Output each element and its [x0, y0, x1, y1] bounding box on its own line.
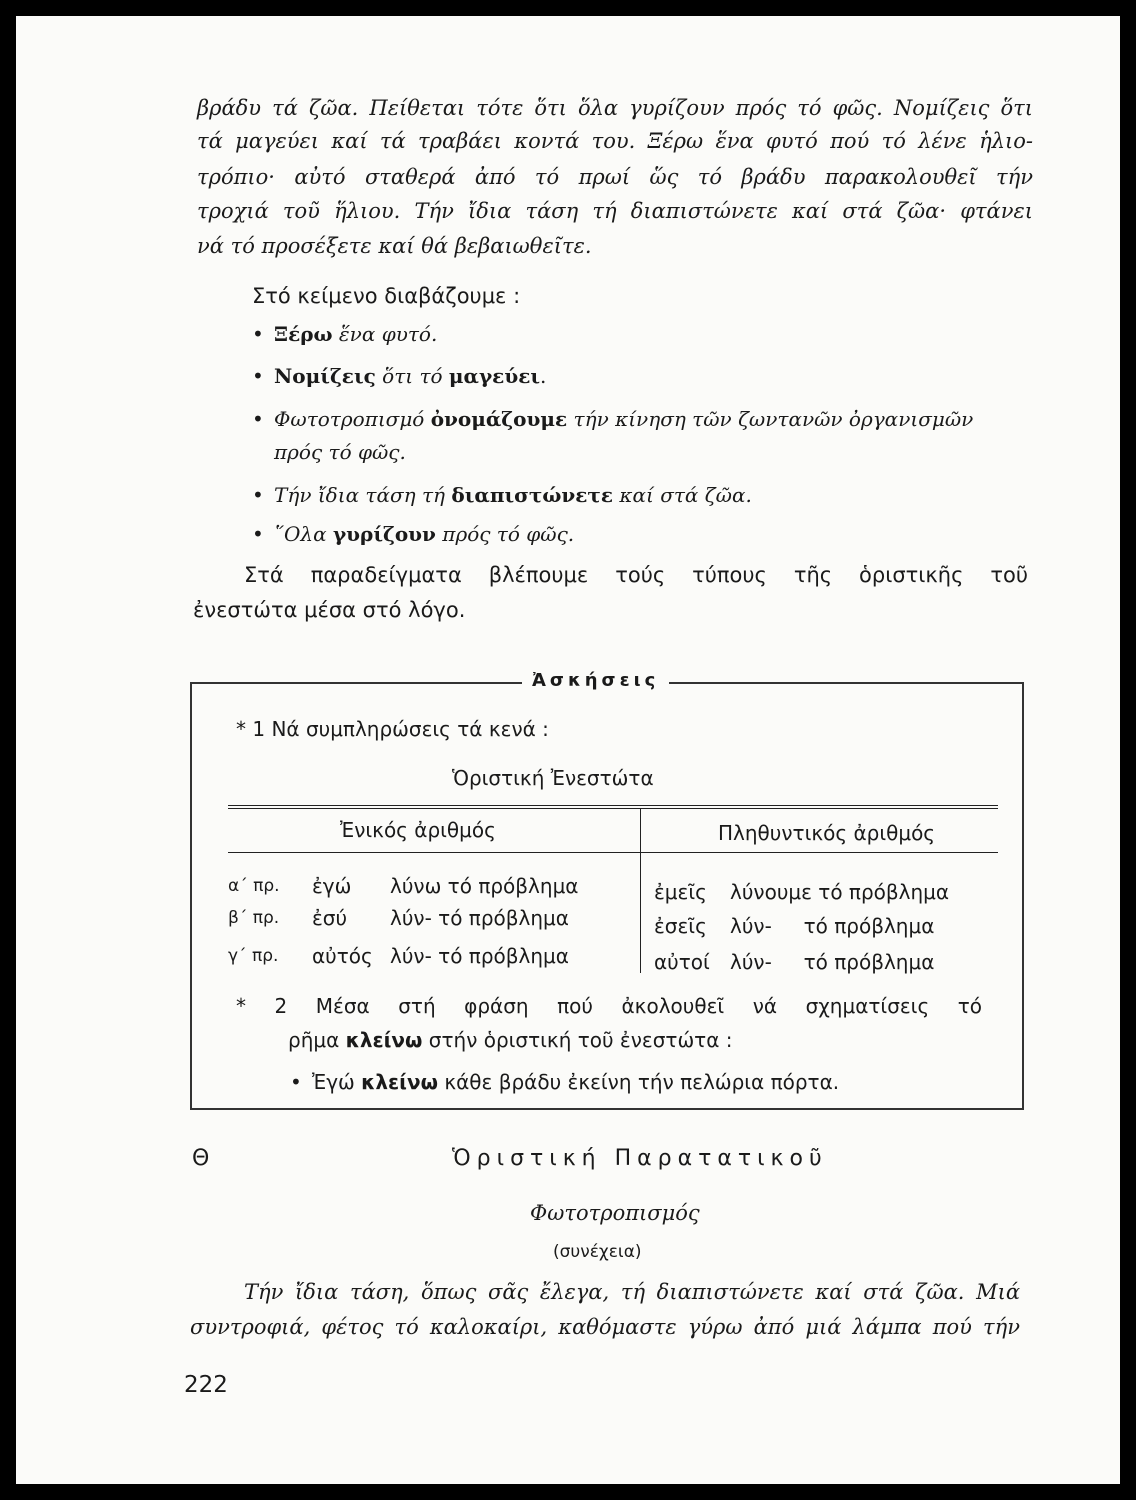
row-2-pronoun-plural: ἐσεῖς	[654, 914, 707, 938]
final-line-2: συντροφιά, φέτος τό καλοκαίρι, καθόμαστε γύρω ἀπό μιά λάμπα πού τήν	[190, 1315, 1020, 1339]
intro-line-3: τρόπιο· αὐτό σταθερά ἀπό τό πρωί ὥς τό βράδυ παρακολουθεῖ τήν	[197, 165, 1033, 189]
example-text-rest: πρός τό φῶς.	[435, 522, 575, 546]
example-end: .	[540, 364, 547, 388]
example-1	[252, 322, 437, 346]
example-text: ὅτι τό	[375, 364, 449, 388]
example-bold: Ξέρω	[274, 322, 333, 346]
bold-verb: κλείνω	[345, 1028, 423, 1052]
text: Ἐγώ	[312, 1070, 362, 1094]
table-title: Ὁριστική Ἐνεστώτα	[452, 766, 654, 790]
exercise-2-prompt-cont	[288, 1028, 733, 1052]
section-note: (συνέχεια)	[553, 1242, 642, 1262]
table-top-rule-2	[228, 808, 998, 809]
row-2-pronoun-singular: ἐσύ	[312, 906, 348, 930]
table-divider	[640, 808, 641, 973]
example-text-rest: τήν κίνηση τῶν ζωντανῶν ὀργανισμῶν	[567, 407, 974, 431]
row-2-person: β΄ πρ.	[228, 908, 280, 928]
example-text: ἕνα φυτό.	[332, 322, 438, 346]
row-3-pronoun-plural: αὐτοί	[654, 950, 710, 974]
row-1-verb-plural: λύνουμε τό πρόβλημα	[730, 880, 950, 904]
section-title: Ὁριστική Παρατατικοῦ	[452, 1146, 828, 1171]
bullet: •	[252, 522, 264, 546]
section-subtitle: Φωτοτροπισμός	[530, 1201, 700, 1225]
example-bold: Νομίζεις	[274, 364, 376, 388]
table-header-rule	[228, 852, 998, 853]
summary-line-1: Στά παραδείγματα βλέπουμε τούς τύπους τῆς ὁριστικῆς τοῦ	[244, 563, 1028, 587]
section-letter: Θ	[192, 1146, 210, 1171]
example-5	[252, 522, 574, 546]
example-text: Φωτοτροπισμό	[274, 407, 431, 431]
col-singular-header: Ἐνικός ἀριθμός	[340, 818, 496, 842]
row-1-person: α΄ πρ.	[228, 876, 280, 896]
intro-line-4: τροχιά τοῦ ἥλιου. Τήν ἴδια τάση τή διαπιστώνετε καί στά ζῶα· φτάνει	[197, 199, 1033, 223]
bullet: •	[252, 407, 264, 431]
example-3-continuation: πρός τό φῶς.	[274, 440, 406, 464]
example-bold-2: μαγεύει	[448, 364, 541, 388]
final-line-1: Τήν ἴδια τάση, ὅπως σᾶς ἔλεγα, τή διαπιστώνετε καί στά ζῶα. Μιά	[244, 1280, 1020, 1304]
row-1-pronoun-singular: ἐγώ	[312, 874, 352, 898]
exercises-title: Ἀσκήσεις	[522, 670, 669, 691]
example-4	[252, 483, 752, 507]
example-3	[252, 407, 973, 431]
bullet: •	[252, 322, 264, 346]
row-2-verb-plural: λύν- τό πρόβλημα	[730, 914, 935, 938]
reading-intro: Στό κείμενο διαβάζουμε :	[252, 284, 521, 308]
row-3-person: γ΄ πρ.	[228, 946, 279, 966]
example-text-rest: καί στά ζῶα.	[613, 483, 752, 507]
bullet: •	[290, 1070, 302, 1094]
example-2	[252, 364, 546, 388]
example-bold: διαπιστώνετε	[451, 483, 614, 507]
exercise-1-prompt: * 1 Νά συμπληρώσεις τά κενά :	[236, 717, 549, 741]
intro-line-5: νά τό προσέξετε καί θά βεβαιωθεῖτε.	[197, 234, 592, 258]
bold-verb: κλείνω	[361, 1070, 438, 1094]
bullet: •	[252, 364, 264, 388]
row-1-pronoun-plural: ἐμεῖς	[654, 880, 707, 904]
page-number: 222	[184, 1372, 228, 1398]
exercise-2-sentence	[290, 1070, 839, 1094]
text: στήν ὁριστική τοῦ ἐνεστώτα :	[422, 1028, 733, 1052]
example-bold: γυρίζουν	[332, 522, 436, 546]
summary-line-2: ἐνεστώτα μέσα στό λόγο.	[193, 598, 466, 622]
col-plural-header: Πληθυντικός ἀριθμός	[718, 821, 936, 845]
intro-line-2: τά μαγεύει καί τά τραβάει κοντά του. Ξέρω ἕνα φυτό πού τό λένε ἡλιο-	[197, 129, 1033, 153]
intro-line-1: βράδυ τά ζῶα. Πείθεται τότε ὅτι ὅλα γυρίζουν πρός τό φῶς. Νομίζεις ὅτι	[197, 96, 1033, 120]
bullet: •	[252, 483, 264, 507]
table-top-rule	[228, 805, 998, 806]
row-2-verb-singular: λύν- τό πρόβλημα	[390, 906, 569, 930]
row-3-pronoun-singular: αὐτός	[312, 944, 373, 968]
example-text: ῞Ολα	[274, 522, 333, 546]
example-text: Τήν ἴδια τάση τή	[274, 483, 452, 507]
example-bold: ὀνομάζουμε	[430, 407, 568, 431]
row-1-verb-singular: λύνω τό πρόβλημα	[390, 874, 579, 898]
text: κάθε βράδυ ἐκείνη τήν πελώρια πόρτα.	[437, 1070, 840, 1094]
row-3-verb-singular: λύν- τό πρόβλημα	[390, 944, 569, 968]
text: ρῆμα	[288, 1028, 346, 1052]
exercise-2-prompt: * 2 Μέσα στή φράση πού ἀκολουθεῖ νά σχηματίσεις τό	[236, 994, 982, 1018]
row-3-verb-plural: λύν- τό πρόβλημα	[730, 950, 935, 974]
